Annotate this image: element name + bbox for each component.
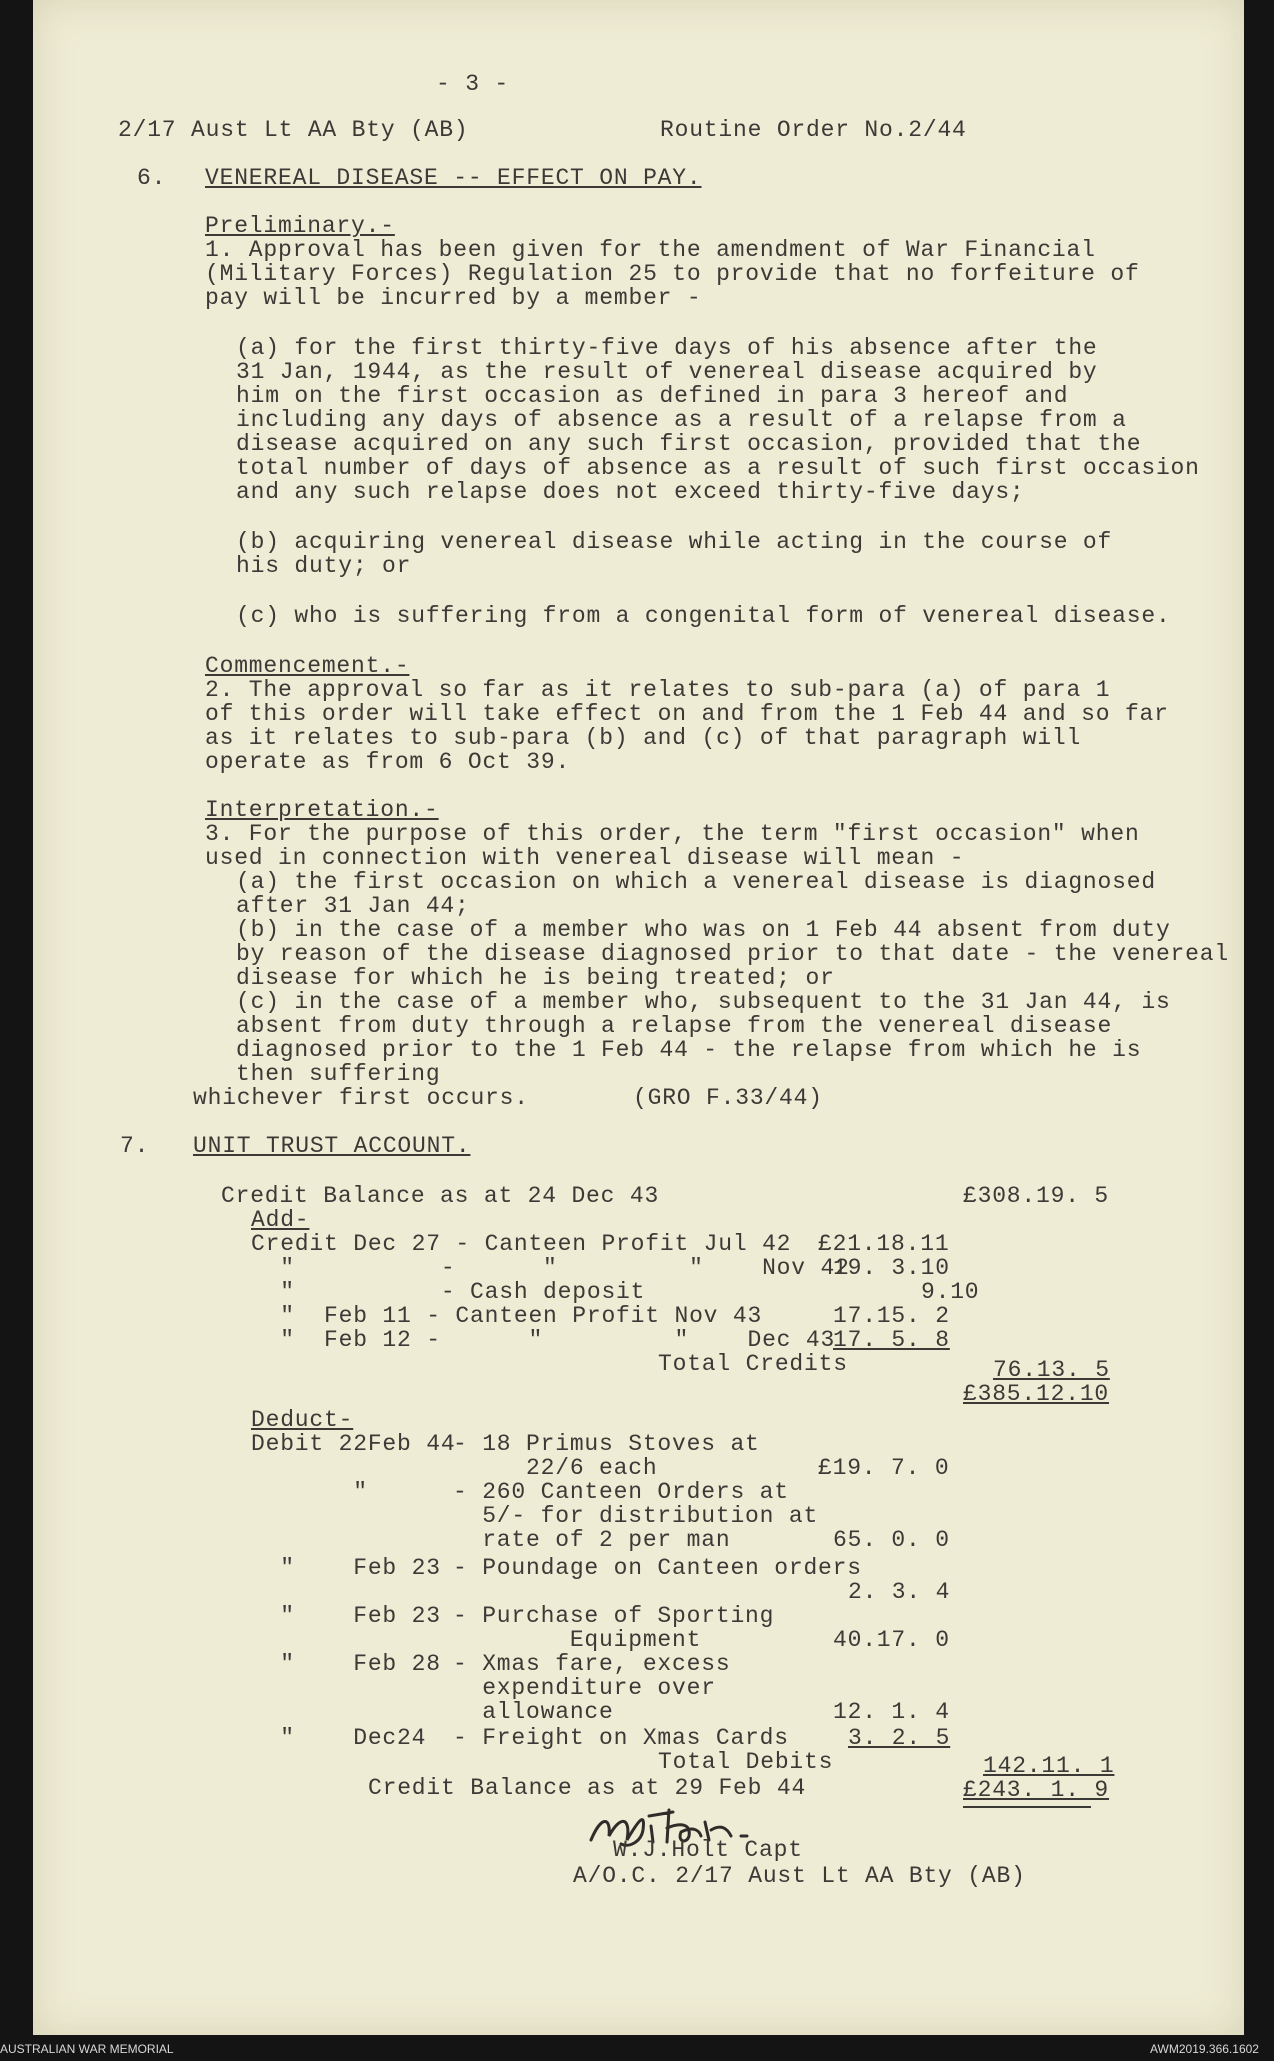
commencement-heading: Commencement.-	[205, 653, 410, 679]
preliminary-heading: Preliminary.-	[205, 213, 395, 239]
credit-row-4-amount: 17.15. 2	[833, 1303, 950, 1329]
double-underline	[963, 1806, 1091, 1808]
credit-row-1-desc: Credit Dec 27 - Canteen Profit Jul 42	[251, 1231, 792, 1257]
para-1-line-2: (Military Forces) Regulation 25 to provide that no forfeiture of	[205, 261, 1140, 287]
signatory-name: W.J.Holt Capt	[613, 1837, 803, 1863]
debit-row-1-amount: £19. 7. 0	[818, 1455, 950, 1481]
archive-reference: AWM2019.366.1602	[1150, 2042, 1259, 2056]
sub-a-line-7: and any such relapse does not exceed thirty-five days;	[236, 479, 1025, 505]
debit-row-6-date: " Dec24	[251, 1725, 427, 1751]
debit-row-4-date: " Feb 23	[251, 1603, 441, 1629]
para-3-item-line-8: diagnosed prior to the 1 Feb 44 - the relapse from which he is	[236, 1037, 1142, 1063]
para-1-line-3: pay will be incurred by a member -	[205, 285, 702, 311]
section-6-title: VENEREAL DISEASE -- EFFECT ON PAY.	[205, 165, 702, 191]
debit-row-2-date: "	[251, 1479, 368, 1505]
final-balance-label: Credit Balance as at 29 Feb 44	[368, 1775, 807, 1801]
order-number: Routine Order No.2/44	[660, 117, 967, 143]
section-7-number: 7.	[120, 1133, 150, 1159]
para-3-line-2: used in connection with venereal disease will mean -	[205, 845, 965, 871]
para-2-line-3: as it relates to sub-para (b) and (c) of that paragraph will	[205, 725, 1082, 751]
credit-balance-value: £308.19. 5	[963, 1183, 1110, 1209]
interpretation-heading: Interpretation.-	[205, 797, 439, 823]
debit-row-5-amount: 12. 1. 4	[833, 1699, 950, 1725]
debit-row-2-desc-2: 5/- for distribution at	[453, 1503, 819, 1529]
gro-reference: (GRO F.33/44)	[633, 1085, 823, 1111]
sub-c-line: (c) who is suffering from a congenital form of venereal disease.	[236, 603, 1171, 629]
para-2-line-2: of this order will take effect on and from the 1 Feb 44 and so far	[205, 701, 1169, 727]
archive-credit: AUSTRALIAN WAR MEMORIAL	[0, 2042, 174, 2056]
sub-a-line-1: (a) for the first thirty-five days of his absence after the	[236, 335, 1098, 361]
credit-row-1-amount: £21.18.11	[818, 1231, 950, 1257]
para-3-item-line-7: absent from duty through a relapse from the venereal disease	[236, 1013, 1113, 1039]
debit-row-2-desc-3: rate of 2 per man	[453, 1527, 731, 1553]
debit-row-2-desc-1: - 260 Canteen Orders at	[453, 1479, 789, 1505]
debit-row-5-desc-3: allowance	[453, 1699, 614, 1725]
credit-row-4-desc: " Feb 11 - Canteen Profit Nov 43	[251, 1303, 763, 1329]
debit-row-6-amount: 3. 2. 5	[848, 1725, 951, 1751]
section-6-number: 6.	[137, 165, 167, 191]
page-number: - 3 -	[436, 71, 510, 97]
para-1-line-1: 1. Approval has been given for the amendment of War Financial	[205, 237, 1096, 263]
credit-row-3-desc: " - Cash deposit	[251, 1279, 646, 1305]
para-3-line-1: 3. For the purpose of this order, the term "first occasion" when	[205, 821, 1140, 847]
debit-row-3-date: " Feb 23	[251, 1555, 441, 1581]
debit-row-4-desc-2: Equipment	[453, 1627, 702, 1653]
debit-row-1-date: Debit 22Feb 44	[251, 1431, 456, 1457]
total-debits-label: Total Debits	[658, 1749, 834, 1775]
debit-row-3-amount: 2. 3. 4	[848, 1579, 951, 1605]
total-credits-label: Total Credits	[658, 1351, 848, 1377]
para-2-line-4: operate as from 6 Oct 39.	[205, 749, 571, 775]
credit-row-2-desc: " - " " Nov 42	[251, 1255, 850, 1281]
sub-a-line-4: including any days of absence as a result of a relapse from a	[236, 407, 1127, 433]
para-3-item-line-6: (c) in the case of a member who, subsequent to the 31 Jan 44, is	[236, 989, 1171, 1015]
sub-b-line-2: his duty; or	[236, 553, 412, 579]
credit-row-3-amount: 9.10	[921, 1279, 980, 1305]
debit-row-5-date: " Feb 28	[251, 1651, 441, 1677]
debit-row-5-desc-1: - Xmas fare, excess	[453, 1651, 731, 1677]
total-debits-value: 142.11. 1	[983, 1753, 1115, 1779]
para-3-item-line-9: then suffering	[236, 1061, 441, 1087]
debit-row-2-amount: 65. 0. 0	[833, 1527, 950, 1553]
credit-balance-label: Credit Balance as at 24 Dec 43	[221, 1183, 660, 1209]
sub-b-line-1: (b) acquiring venereal disease while acting in the course of	[236, 529, 1113, 555]
sub-a-line-3: him on the first occasion as defined in para 3 hereof and	[236, 383, 1069, 409]
sub-a-line-5: disease acquired on any such first occasion, provided that the	[236, 431, 1142, 457]
credit-row-5-desc: " Feb 12 - " " Dec 43	[251, 1327, 836, 1353]
para-2-line-1: 2. The approval so far as it relates to sub-para (a) of para 1	[205, 677, 1111, 703]
para-3-item-line-4: by reason of the disease diagnosed prior to that date - the venereal	[236, 941, 1229, 967]
final-balance-value: £243. 1. 9	[963, 1777, 1110, 1803]
para-3-item-line-5: disease for which he is being treated; or	[236, 965, 835, 991]
document-page	[33, 0, 1244, 2035]
deduct-label: Deduct-	[251, 1407, 354, 1433]
debit-row-1-desc-2: 22/6 each	[453, 1455, 658, 1481]
add-label: Add-	[251, 1207, 310, 1233]
debit-row-4-amount: 40.17. 0	[833, 1627, 950, 1653]
credit-row-2-amount: 19. 3.10	[833, 1255, 950, 1281]
unit-name: 2/17 Aust Lt AA Bty (AB)	[118, 117, 469, 143]
debit-row-1-desc-1: - 18 Primus Stoves at	[453, 1431, 760, 1457]
sub-a-line-6: total number of days of absence as a result of such first occasion	[236, 455, 1200, 481]
total-credits-value: 76.13. 5	[993, 1357, 1110, 1383]
para-3-item-line-1: (a) the first occasion on which a venereal disease is diagnosed	[236, 869, 1156, 895]
debit-row-5-desc-2: expenditure over	[453, 1675, 716, 1701]
sub-a-line-2: 31 Jan, 1944, as the result of venereal disease acquired by	[236, 359, 1098, 385]
credit-subtotal: £385.12.10	[963, 1381, 1110, 1407]
para-3-item-line-2: after 31 Jan 44;	[236, 893, 470, 919]
signatory-title: A/O.C. 2/17 Aust Lt AA Bty (AB)	[573, 1863, 1026, 1889]
debit-row-6-desc-1: - Freight on Xmas Cards	[453, 1725, 789, 1751]
credit-row-5-amount: 17. 5. 8	[833, 1327, 950, 1353]
whichever-line: whichever first occurs.	[193, 1085, 529, 1111]
debit-row-3-desc-1: - Poundage on Canteen orders	[453, 1555, 862, 1581]
section-7-title: UNIT TRUST ACCOUNT.	[193, 1133, 471, 1159]
para-3-item-line-3: (b) in the case of a member who was on 1 Feb 44 absent from duty	[236, 917, 1171, 943]
debit-row-4-desc-1: - Purchase of Sporting	[453, 1603, 775, 1629]
